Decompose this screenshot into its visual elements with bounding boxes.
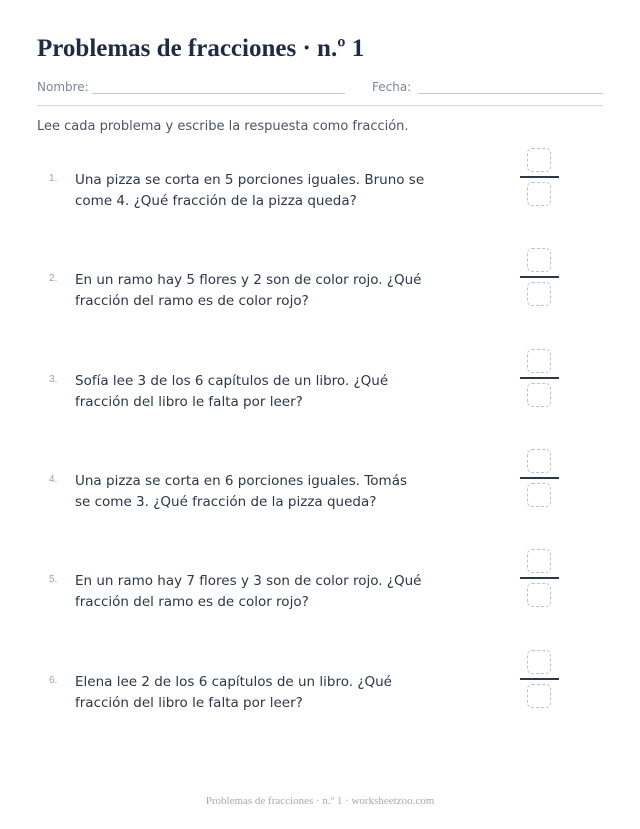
instructions: Lee cada problema y escribe la respuesta como fracción. — [37, 119, 409, 134]
problem-number: 4. — [49, 474, 58, 485]
denominator-box[interactable] — [527, 282, 551, 306]
problem-text: En un ramo hay 5 flores y 2 son de color rojo. ¿Qué fracción del ramo es de color rojo? — [75, 272, 422, 309]
numerator-box[interactable] — [527, 248, 551, 272]
denominator-box[interactable] — [527, 483, 551, 507]
fraction-bar — [520, 276, 559, 278]
fraction-bar — [520, 678, 559, 680]
fraction-bar — [520, 477, 559, 479]
problem-item — [0, 672, 640, 752]
fraction-bar — [520, 176, 559, 178]
problem-item — [0, 571, 640, 651]
name-date-row — [37, 80, 603, 96]
problem-text: En un ramo hay 7 flores y 3 son de color rojo. ¿Qué fracción del ramo es de color rojo? — [75, 573, 422, 610]
fraction-answer — [520, 449, 560, 511]
problem-text: Una pizza se corta en 5 porciones iguales. Bruno se come 4. ¿Qué fracción de la pizza queda? — [75, 172, 425, 209]
fraction-answer — [520, 549, 560, 611]
problem-item — [0, 471, 640, 551]
fraction-answer — [520, 248, 560, 310]
problem-item — [0, 371, 640, 451]
problem-text: Sofía lee 3 de los 6 capítulos de un libro. ¿Qué fracción del libro le falta por leer? — [75, 373, 389, 410]
date-field[interactable] — [418, 93, 603, 94]
numerator-box[interactable] — [527, 650, 551, 674]
name-label: Nombre: — [37, 80, 89, 94]
problem-item — [0, 170, 640, 250]
problem-number: 5. — [49, 574, 58, 585]
header-divider — [37, 105, 603, 106]
problem-number: 1. — [49, 173, 58, 184]
numerator-box[interactable] — [527, 449, 551, 473]
numerator-box[interactable] — [527, 549, 551, 573]
numerator-box[interactable] — [527, 349, 551, 373]
problem-item — [0, 270, 640, 350]
problem-text: Elena lee 2 de los 6 capítulos de un libro. ¿Qué fracción del libro le falta por leer? — [75, 674, 392, 711]
denominator-box[interactable] — [527, 383, 551, 407]
fraction-answer — [520, 349, 560, 411]
denominator-box[interactable] — [527, 182, 551, 206]
fraction-bar — [520, 577, 559, 579]
numerator-box[interactable] — [527, 148, 551, 172]
date-label: Fecha: — [372, 80, 412, 94]
problem-number: 2. — [49, 273, 58, 284]
denominator-box[interactable] — [527, 684, 551, 708]
fraction-answer — [520, 650, 560, 712]
page-footer: Problemas de fracciones · n.º 1 · worksheetzoo.com — [205, 795, 435, 807]
fraction-answer — [520, 148, 560, 210]
name-field[interactable] — [92, 93, 345, 94]
problem-number: 6. — [49, 675, 58, 686]
page-title: Problemas de fracciones · n.º 1 — [37, 35, 365, 62]
problem-text: Una pizza se corta en 6 porciones iguales. Tomás se come 3. ¿Qué fracción de la pizza queda? — [75, 473, 408, 510]
fraction-bar — [520, 377, 559, 379]
problem-number: 3. — [49, 374, 58, 385]
denominator-box[interactable] — [527, 583, 551, 607]
